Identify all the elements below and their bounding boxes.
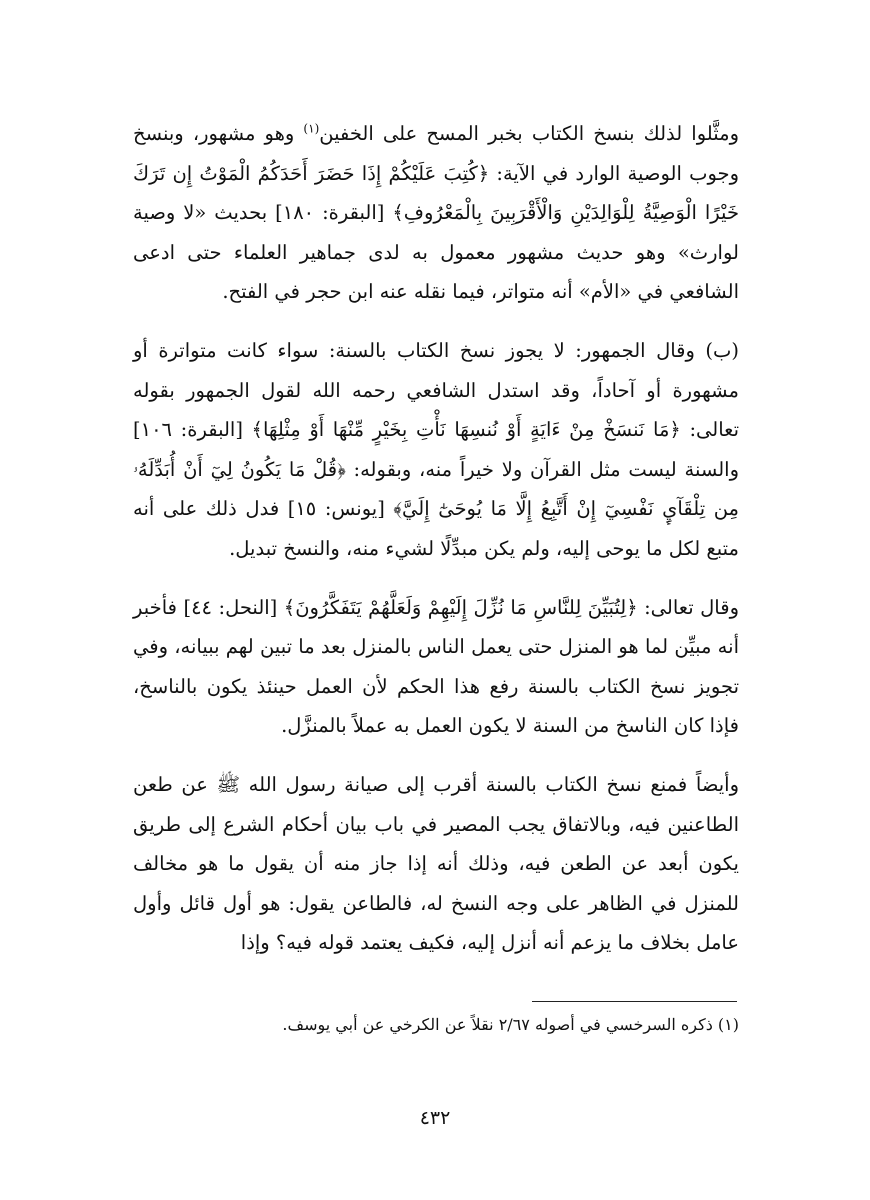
paragraph-4 — [133, 765, 739, 963]
paragraph-2 — [133, 331, 739, 569]
footnote-divider — [532, 1001, 737, 1002]
main-text — [133, 114, 739, 982]
paragraph-1 — [133, 114, 739, 312]
paragraph-text-start: ومثَّلوا لذلك بنسخ الكتاب بخبر المسح على الخفين — [319, 122, 739, 145]
paragraph-text: (ب) وقال الجمهور: لا يجوز نسخ الكتاب بالسنة: سواء كانت متواترة أو مشهورة أو آحاداً، وقد استدل الشافعي رحمه الله لقول الجمهور بقوله تعالى: ﴿مَا نَنسَخْ مِنْ ءَايَةٍ أَوْ نُنسِهَا نَأْتِ بِخَيْرٍ مِّنْهَا أَوْ مِثْلِهَا﴾ [البقرة: ١٠٦] والسنة ليست مثل القرآن ولا خيراً منه، وبقوله: ﴿قُلْ مَا يَكُونُ لِيٓ أَنْ أُبَدِّلَهُۥ مِن تِلْقَآيِٕ نَفْسِيٓ إِنْ أَتَّبِعُ إِلَّا مَا يُوحَىٰٓ إِلَيَّ﴾ [يونس: ١٥] فدل ذلك على أنه متبع لكل ما يوحى إليه، ولم يكن مبدِّلًا لشيء منه، والنسخ تبديل. — [133, 338, 739, 560]
footnote: (١) ذكره السرخسي في أصوله ٢/٦٧ نقلاً عن الكرخي عن أبي يوسف. — [282, 1015, 739, 1034]
footnote-reference: (١) — [303, 121, 320, 136]
page-number: ٤٣٢ — [419, 1107, 451, 1129]
paragraph-text-rest: وهو مشهور، وبنسخ وجوب الوصية الوارد في الآية: ﴿كُتِبَ عَلَيْكُمْ إِذَا حَضَرَ أَحَدَكُمُ الْمَوْتُ إِن تَرَكَ خَيْرًا الْوَصِيَّةُ لِلْوَالِدَيْنِ وَالْأَقْرَبِينَ بِالْمَعْرُوفِ﴾ [البقرة: ١٨٠] بحديث «لا وصية لوارث» وهو حديث مشهور معمول به لدى جماهير العلماء حتى ادعى الشافعي في «الأم» أنه متواتر، فيما نقله عنه ابن حجر في الفتح. — [133, 122, 739, 304]
paragraph-text: وقال تعالى: ﴿لِتُبَيِّنَ لِلنَّاسِ مَا نُزِّلَ إِلَيْهِمْ وَلَعَلَّهُمْ يَتَفَكَّرُونَ﴾ [النحل: ٤٤] فأخبر أنه مبيِّن لما هو المنزل حتى يعمل الناس بالمنزل بعد ما تبين لهم ببيانه، وفي تجويز نسخ الكتاب بالسنة رفع هذا الحكم لأن العمل حينئذ يكون بالناسخ، فإذا كان الناسخ من السنة لا يكون العمل به عملاً بالمنزَّل. — [133, 595, 739, 738]
paragraph-3 — [133, 588, 739, 746]
paragraph-text — [133, 114, 739, 312]
paragraph-text: وأيضاً فمنع نسخ الكتاب بالسنة أقرب إلى صيانة رسول الله ﷺ عن طعن الطاعنين فيه، وبالاتفاق يجب المصير في باب بيان أحكام الشرع إلى طريق يكون أبعد عن الطعن فيه، وذلك أنه إذا جاز منه أن يقول ما هو مخالف للمنزل في الظاهر على وجه النسخ له، فالطاعن يقول: هو أول قائل وأول عامل بخلاف ما يزعم أنه أنزل إليه، فكيف يعتمد قوله فيه؟ وإذا — [133, 772, 739, 955]
